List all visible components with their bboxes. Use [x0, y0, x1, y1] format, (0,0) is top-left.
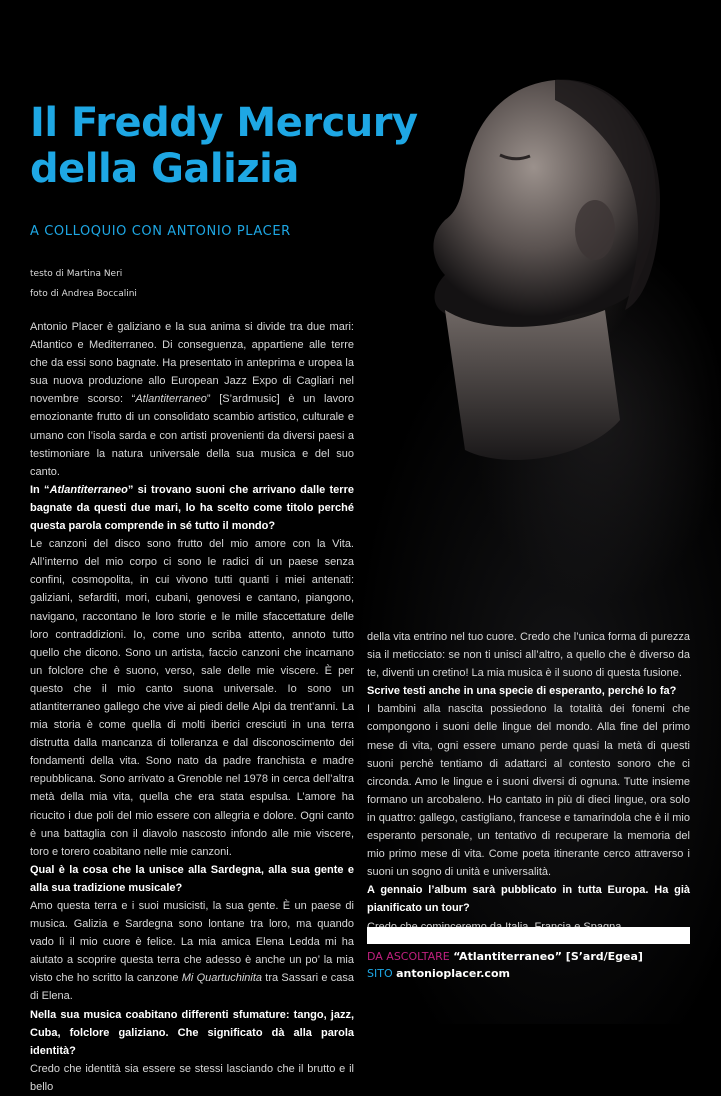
site-row — [367, 965, 643, 982]
answer-2 — [30, 897, 354, 1006]
intro-paragraph — [30, 318, 354, 481]
question-3: Nella sua musica coabitano differenti sfumature: tango, jazz, Cuba, folclore galiziano. Che significato dà alla parola identità? — [30, 1008, 354, 1057]
listen-label: DA ASCOLTARE — [367, 950, 450, 963]
album-title: Atlantiterraneo — [135, 393, 207, 406]
answer-1: Le canzoni del disco sono frutto del mio amore con la Vita. All’interno del mio corpo ci sono le radici di un paese senza confini, cosmopolita, in cui vivono tutti quanti i miei antenati: galiziani, sefarditi, mori, cubani, genovesi e cantano, piangono, navigano, raccontano le loro storie e le mille sfaccettature delle loro contraddizioni. Io, come uno scriba attento, annoto tutto quello che dicono. Sono un artista, faccio canzoni che incarnano un folclore che è suono, verso, sale delle mie viscere. È per questo che il mio canto suona universale. Io sono un atlantiterraneo gallego che vive ai piedi delle Alpi da trent’anni. La mia storia è come quella di molti iberici cresciuti in una terra distrutta dalla mancanza di tolleranza e dal disconoscimento dei fondamenti della vita. Sono nato da padre franchista e madre repubblicana. Sono arrivato a Grenoble nel 1978 in cerca dell’altra metà della mia vita, quella che era stata espulsa. L’amore ha ricucito i due poli del mio essere con allegria e dolore. Ogni canto è una battaglia con il diavolo nascosto infondo alle mie viscere, toro e torero coabitano nelle mie canzoni. — [30, 538, 354, 858]
right-column — [367, 628, 690, 936]
article-subtitle: A COLLOQUIO CON ANTONIO PLACER — [30, 224, 291, 239]
question-1-b: ” si trovano suoni che arrivano dalle terre bagnate da questi due mari, lo ha scelto come titolo perché questa parola comprende in sé tutto il mondo? — [30, 483, 354, 533]
question-1 — [30, 481, 354, 535]
listen-row — [367, 948, 643, 965]
photo-credit: foto di Andrea Boccalini — [30, 289, 137, 299]
answer-2-a: Amo questa terra e i suoi musicisti, la sua gente. È un paese di musica. Galizia e Sardegna sono lontane tra loro, ma quando vado lì il mio cuore è felice. La mia amica Elena Ledda mi ha aiutato a scoprire questa terra che adesso è anche un po’ la mia visto che ho scritto la canzone — [30, 900, 354, 985]
title-line-1: Il Freddy Mercury — [30, 100, 418, 146]
info-box-bar — [367, 927, 690, 944]
title-line-2: della Galizia — [30, 146, 299, 192]
listen-value: “Atlantiterraneo” [S’ard/Egea] — [453, 950, 643, 963]
question-5: A gennaio l’album sarà pubblicato in tutta Europa. Ha già pianificato un tour? — [367, 884, 690, 915]
answer-3-end: della vita entrino nel tuo cuore. Credo che l’unica forma di purezza sia il meticciato: se non ti unisci all’altro, a quello che è diverso da te, diventi un cretino! La mia musica è il suono di questa fusione. — [367, 631, 690, 680]
question-2: Qual è la cosa che la unisce alla Sardegna, alla sua gente e alla sua tradizione musicale? — [30, 863, 354, 894]
site-label: SITO — [367, 967, 393, 980]
text-credit: testo di Martina Neri — [30, 269, 123, 279]
song-title: Mi Quartuchinita — [181, 972, 263, 985]
credits — [30, 264, 137, 304]
article-title — [30, 100, 430, 192]
answer-2-b: tra Sassari e casa di Elena. — [30, 972, 354, 1003]
left-column — [30, 318, 354, 1096]
question-1-album: Atlantiterraneo — [49, 483, 128, 496]
intro-text-b: ” [S’ardmusic] è un lavoro emozionante frutto di un consolidato scambio artistico, culturale e umano con l’isola sarda e con artisti provenienti da diversi paesi a testimoniare la natura universale della sua musica e del suo canto. — [30, 393, 354, 478]
answer-4: I bambini alla nascita possiedono la totalità dei fonemi che compongono i suoni delle lingue del mondo. Alla fine del primo mese di vita, ogni essere umano perde quasi la metà di questi suoni perchè tentiamo di adattarci al contesto sonoro che ci circonda. Amo le lingue e i suoni diversi di ognuna. Tutte insieme formano un arcobaleno. Ho cantato in più di dieci lingue, ora solo in quattro: gallego, castigliano, francese e tamarindola che è il mio esperanto personale, un tentativo di recuperare la memoria del mio primo mese di vita. Come poeta itinerante cerco attraverso i suoni un sogno di unità e universalità. — [367, 703, 690, 879]
info-box — [367, 948, 643, 982]
site-link[interactable]: antonioplacer.com — [396, 967, 510, 980]
question-1-a: In “ — [30, 483, 50, 496]
portrait-photo — [405, 60, 665, 480]
intro-text-a: Antonio Placer è galiziano e la sua anima si divide tra due mari: Atlantico e Mediterraneo. Di conseguenza, appartiene alle terre che da essi sono bagnate. Ha presentato in anteprima e uropea la sua nuova produzione allo European Jazz Expo di Cagliari nel novembre scorso: “ — [30, 321, 354, 406]
question-4: Scrive testi anche in una specie di esperanto, perché lo fa? — [367, 685, 677, 698]
answer-3-start: Credo che identità sia essere se stessi lasciando che il brutto e il bello — [30, 1062, 354, 1093]
